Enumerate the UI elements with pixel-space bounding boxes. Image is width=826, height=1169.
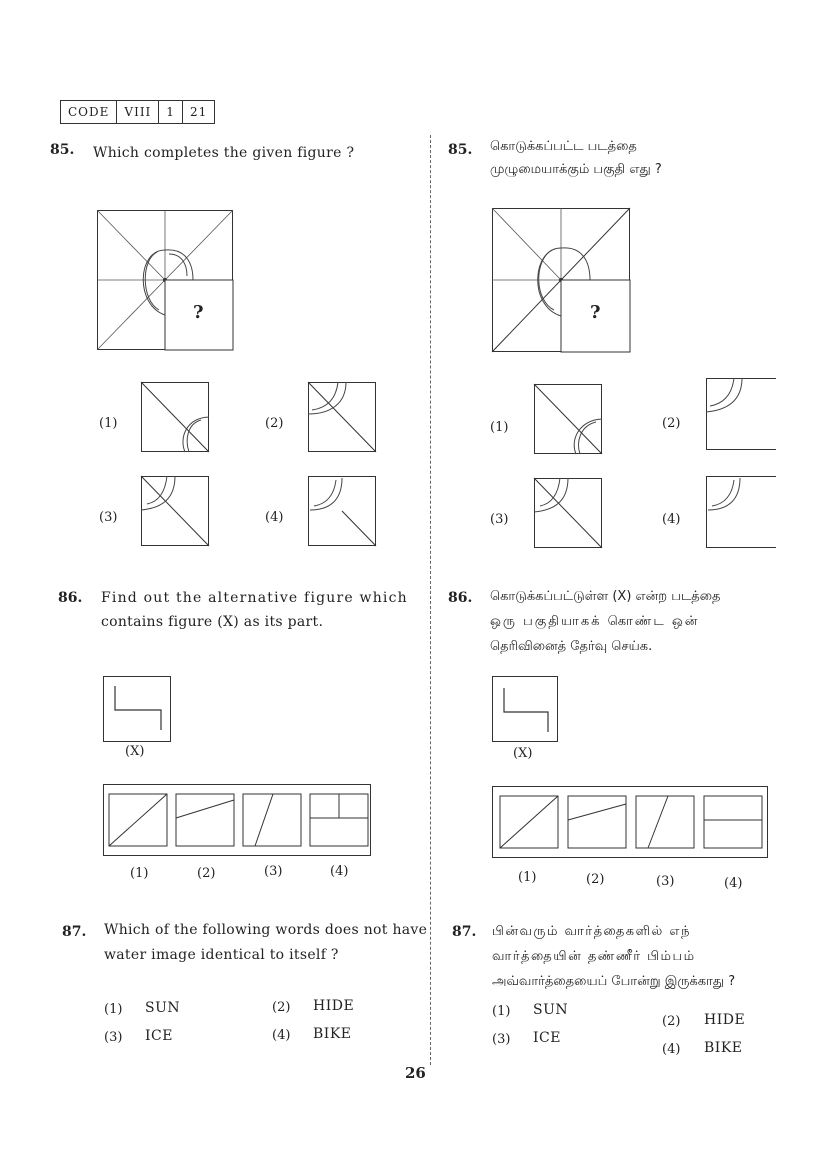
q86-ta-option-2-label: (2) [586, 872, 605, 887]
page-number: 26 [405, 1064, 426, 1082]
q87-option-1-word: SUN [145, 1000, 181, 1016]
q85-missing-mark: ? [193, 302, 204, 323]
q87-ta-option-3-label: (3) [492, 1032, 511, 1047]
q85-ta-number: 85. [448, 142, 473, 158]
q86-ta-options-strip [492, 786, 768, 858]
q87-ta-option-1-word: SUN [533, 1002, 569, 1018]
q87-ta-option-2-label: (2) [662, 1014, 681, 1029]
q87-ta-option-2-word: HIDE [704, 1012, 746, 1028]
q86-option-4-label: (4) [330, 864, 349, 879]
q86-ta-figure-x [492, 676, 558, 742]
q85-option-3-label: (3) [99, 510, 118, 525]
q86-number: 86. [58, 590, 83, 606]
q85-number: 85. [50, 142, 75, 158]
q86-ta-text-line2: ஒரு பகுதியாகக் கொண்ட ஒன் [490, 614, 700, 629]
code-year: 21 [189, 105, 208, 119]
q87-option-1-label: (1) [104, 1002, 123, 1017]
q87-ta-text-line2: வார்த்தையின் தண்ணீர் பிம்பம் [492, 949, 696, 964]
q85-option-2-figure [308, 382, 376, 452]
q87-text-line1: Which of the following words does not have [104, 922, 428, 938]
code-label: CODE [61, 101, 117, 123]
q87-ta-option-4-word: BIKE [704, 1040, 743, 1056]
q87-number: 87. [62, 924, 87, 940]
q86-ta-text-line3: தெரிவினைத் தேர்வு செய்க. [490, 639, 653, 654]
q87-ta-option-1-label: (1) [492, 1004, 511, 1019]
q87-option-2-label: (2) [272, 1000, 291, 1015]
q87-ta-text-line3: அவ்வார்த்தையைப் போன்று இருக்காது ? [492, 974, 736, 989]
q86-text-line1: Find out the alternative figure which [101, 590, 408, 606]
q85-main-figure [97, 210, 233, 350]
q86-option-3-label: (3) [264, 864, 283, 879]
q86-option-2-label: (2) [197, 866, 216, 881]
q85-ta-option-2-label: (2) [662, 416, 681, 431]
q86-figure-x [103, 676, 171, 742]
q86-options-strip [103, 784, 371, 856]
q87-ta-number: 87. [452, 924, 477, 940]
q85-ta-option-1-figure [534, 384, 602, 454]
q87-text-line2: water image identical to itself ? [104, 947, 339, 963]
q85-ta-option-1-label: (1) [490, 420, 509, 435]
q87-option-4-word: BIKE [313, 1026, 352, 1042]
q87-option-4-label: (4) [272, 1028, 291, 1043]
q85-ta-missing-mark: ? [590, 302, 601, 323]
code-set: 1 [159, 101, 183, 123]
q86-option-1-label: (1) [130, 866, 149, 881]
q87-option-3-word: ICE [145, 1028, 173, 1044]
q85-ta-option-3-label: (3) [490, 512, 509, 527]
q87-ta-option-4-label: (4) [662, 1042, 681, 1057]
q85-ta-option-4-label: (4) [662, 512, 681, 527]
q85-ta-text-line2: முழுமையாக்கும் பகுதி எது ? [490, 162, 662, 177]
code-box [60, 100, 215, 124]
q85-option-4-label: (4) [265, 510, 284, 525]
q85-option-3-figure [141, 476, 209, 546]
q85-option-1-label: (1) [99, 416, 118, 431]
q85-option-1-figure [141, 382, 209, 452]
q86-ta-x-label: (X) [513, 746, 533, 761]
column-divider [430, 135, 431, 1065]
q87-option-3-label: (3) [104, 1030, 123, 1045]
q86-ta-option-3-label: (3) [656, 874, 675, 889]
code-class: VIII [117, 101, 159, 123]
q85-option-4-figure [308, 476, 376, 546]
q85-option-2-label: (2) [265, 416, 284, 431]
q85-ta-text-line1: கொடுக்கப்பட்ட படத்தை [490, 139, 637, 154]
q85-ta-main-figure [492, 208, 630, 352]
q87-option-2-word: HIDE [313, 998, 355, 1014]
q85-text: Which completes the given figure ? [93, 145, 355, 161]
q86-ta-number: 86. [448, 590, 473, 606]
q87-ta-option-3-word: ICE [533, 1030, 561, 1046]
q85-ta-option-4-figure [706, 476, 776, 548]
q85-ta-option-3-figure [534, 478, 602, 548]
q86-text-line2: contains figure (X) as its part. [101, 614, 324, 630]
q86-x-label: (X) [125, 744, 145, 759]
q86-ta-option-1-label: (1) [518, 870, 537, 885]
q86-ta-text-line1: கொடுக்கப்பட்டுள்ள (X) என்ற படத்தை [490, 589, 721, 604]
q86-ta-option-4-label: (4) [724, 876, 743, 891]
q87-ta-text-line1: பின்வரும் வார்த்தைகளில் எந் [492, 924, 691, 939]
q85-ta-option-2-figure [706, 378, 776, 450]
